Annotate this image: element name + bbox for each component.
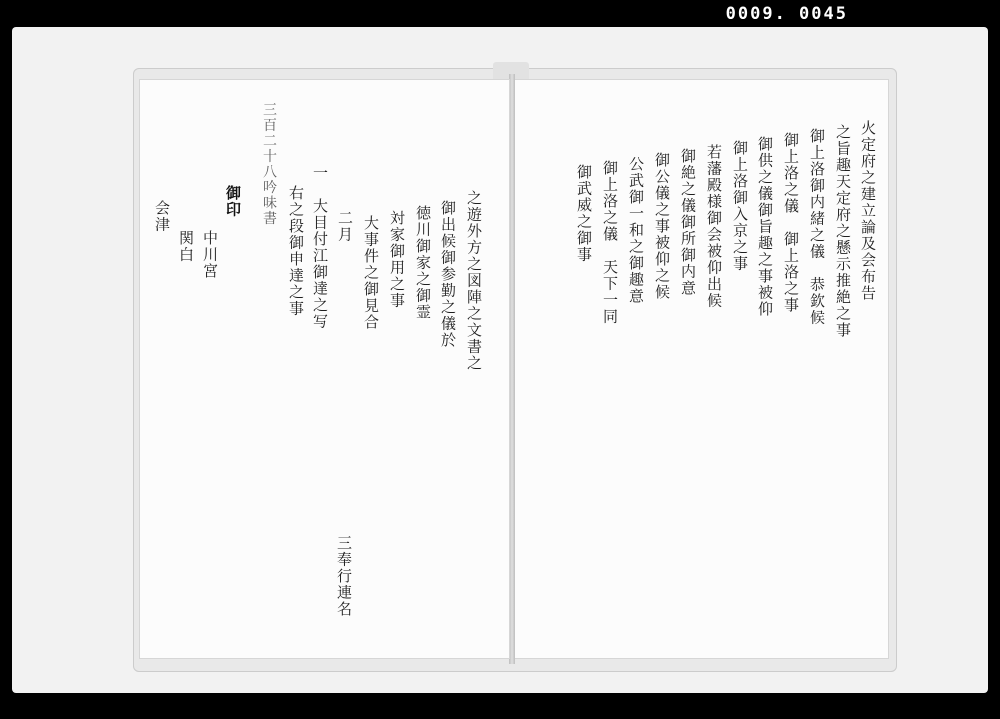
marginal-note: 三百二十八吟味書: [261, 102, 277, 226]
right-column-8: 御絶之儀御所御内意: [679, 148, 697, 297]
left-column-1: 之遊外方之図陣之文書之: [465, 190, 483, 372]
right-column-10: 公武御一和之御趣意: [627, 156, 645, 305]
right-column-1: 火定府之建立論及会布告: [859, 120, 877, 302]
right-column-9: 御公儀之事被仰之候: [653, 152, 671, 301]
right-column-12: 御武威之御事: [575, 164, 593, 263]
left-column-5: 大事件之御見合: [362, 215, 380, 331]
left-page: [140, 80, 509, 658]
left-column-7: 一 大目付江御達之写: [311, 165, 329, 330]
left-column-10: 中川宮: [201, 230, 219, 280]
right-column-3: 御上洛御内緒之儀 恭欽候: [808, 128, 826, 326]
right-column-11: 御上洛之儀 天下一同: [601, 160, 619, 325]
right-page: [515, 80, 888, 658]
left-column-9: 御印: [224, 185, 242, 218]
book-gutter: [509, 74, 515, 664]
right-column-4: 御上洛之儀 御上洛之事: [782, 132, 800, 314]
frame-number: 0009. 0045: [725, 4, 848, 24]
left-column-2: 御出候御参勤之儀於: [439, 200, 457, 349]
right-column-6: 御上洛御入京之事: [731, 140, 749, 272]
right-column-2: 之旨趣天定府之懸示推絶之事: [834, 124, 852, 339]
left-column-4: 対家御用之事: [388, 210, 406, 309]
left-column-11: 関白: [177, 230, 195, 263]
left-column-8: 右之段御申達之事: [287, 185, 305, 317]
right-column-7: 若藩殿様御会被仰出候: [705, 144, 723, 309]
left-column-12: 会津: [153, 200, 171, 233]
signature-line: 三奉行連名: [335, 535, 353, 618]
right-column-5: 御供之儀御旨趣之事被仰: [756, 136, 774, 318]
left-column-3: 徳川御家之御霊: [414, 205, 432, 321]
left-column-6: 二月: [336, 210, 354, 243]
